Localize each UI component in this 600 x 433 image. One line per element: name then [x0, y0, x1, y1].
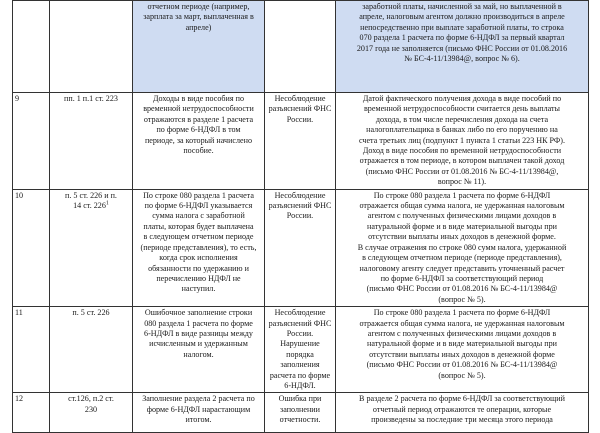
explanation-cell: В разделе 2 расчета по форме 6-НДФЛ за соответствующий отчетный период отражаются те операции, которые произведены за последние три месяца этого периода: [336, 393, 589, 433]
tax-explanations-table: [12, 0, 589, 433]
row-number-cell: 10: [13, 189, 50, 306]
tax-code-article-cell: ст.126, п.2 ст. 230: [50, 393, 133, 433]
classification-cell: Ошибка при заполнении отчетности.: [265, 393, 336, 433]
explanation-cell: По строке 080 раздела 1 расчета по форме 6-НДФЛ отражается общая сумма налога, не удержанная налоговым агентом с полученных физическими лицами доходов в натуральной форме и в виде материальной выгоды при отсутствии выплаты иных доходов в денежной форме (письмо ФНС России от 01.08.2016 № БС-4-11/13984@ (вопрос № 5).: [336, 307, 589, 393]
classification-cell: Несоблюдение разъяснений ФНС России. Нарушение порядка заполнения расчета по форме 6-НДФЛ.: [265, 307, 336, 393]
situation-cell: Заполнение раздела 2 расчета по форме 6-НДФЛ нарастающим итогом.: [133, 393, 265, 433]
tax-code-article-cell: [50, 1, 133, 93]
row-number-cell: 9: [13, 93, 50, 190]
row-number-cell: 12: [13, 393, 50, 433]
table-row: [13, 307, 589, 393]
explanation-cell: По строке 080 раздела 1 расчета по форме 6-НДФЛ отражается общая сумма налога, не удержанная налоговым агентом с полученных физическими лицами доходов в натуральной форме и в виде материальной выгоды при отсутствии выплаты иных доходов в денежной форме. В случае отражения по строке 080 сумм налога, удержанной в следующем отчетном периоде (периоде представления), налоговому агенту следует представить уточненный расчет по форме 6-НДФЛ за соответствующий период (письмо ФНС России от 01.08.2016 № БС-4-11/13984@ (вопрос № 5).: [336, 189, 589, 306]
tax-code-article-cell: пп. 1 п.1 ст. 223: [50, 93, 133, 190]
table-row: [13, 393, 589, 433]
tax-code-article-cell: п. 5 ст. 226: [50, 307, 133, 393]
classification-cell: [265, 1, 336, 93]
explanation-cell: заработной платы, начисленной за май, но выплаченной в апреле, налоговым агентом должно производиться в апреле непосредственно при выплате заработной платы, то строка 070 раздела 1 расчета по форме 6-НДФЛ за первый квартал 2017 года не заполняется (письмо ФНС России от 01.08.2016 № БС-4-11/13984@, вопрос № 6).: [336, 1, 589, 93]
situation-cell: отчетном периоде (например, зарплата за март, выплаченная в апреле): [133, 1, 265, 93]
situation-cell: Ошибочное заполнение строки 080 раздела 1 расчета по форме 6-НДФЛ в виде разницы между исчисленным и удержанным налогом.: [133, 307, 265, 393]
tax-code-article-cell: п. 5 ст. 226 и п. 14 ст. $226^1$: [50, 189, 133, 306]
classification-cell: Несоблюдение разъяснений ФНС России.: [265, 93, 336, 190]
table-row: [13, 1, 589, 93]
situation-cell: Доходы в виде пособия по временной нетрудоспособности отражаются в разделе 1 расчета по форме 6-НДФЛ в том периоде, за который начислено пособие.: [133, 93, 265, 190]
table-row: [13, 93, 589, 190]
row-number-cell: [13, 1, 50, 93]
situation-cell: По строке 080 раздела 1 расчета по форме 6-НДФЛ указывается сумма налога с заработной платы, которая будет выплачена в следующем отчетном периоде (периоде представления), то есть, когда срок исполнения обязанности по удержанию и перечислению НДФЛ не наступил.: [133, 189, 265, 306]
table-row: [13, 189, 589, 306]
row-number-cell: 11: [13, 307, 50, 393]
explanation-cell: Датой фактического получения дохода в виде пособий по временной нетрудоспособности считается день выплаты дохода, в том числе перечисления дохода на счета налогоплательщика в банках либо по его поручению на счета третьих лиц (подпункт 1 пункта 1 статьи 223 НК РФ). Доход в виде пособия по временной нетрудоспособности отражается в том периоде, в котором выплачен такой доход (письмо ФНС России от 01.08.2016 № БС-4-11/13984@, вопрос № 11).: [336, 93, 589, 190]
classification-cell: Несоблюдение разъяснений ФНС России.: [265, 189, 336, 306]
footnote-superscript: 1: [105, 200, 109, 207]
